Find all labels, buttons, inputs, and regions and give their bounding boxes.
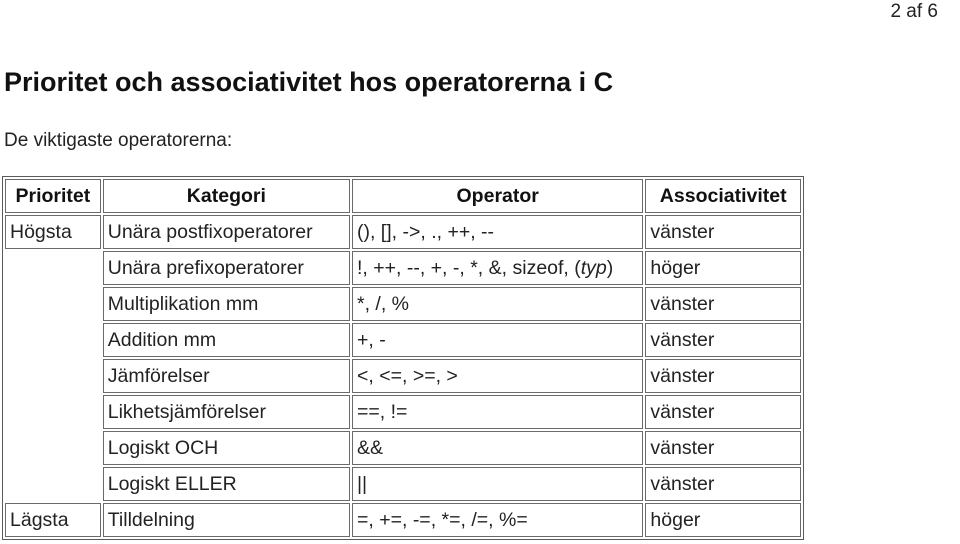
- category-cell: Addition mm: [103, 323, 350, 357]
- table-row: [5, 395, 801, 429]
- priority-cell: Lägsta: [5, 503, 101, 537]
- table-header-row: [5, 179, 801, 213]
- table-row: [5, 467, 801, 501]
- associativity-cell: vänster: [645, 323, 801, 357]
- associativity-cell: höger: [645, 251, 801, 285]
- priority-cell: [5, 359, 101, 393]
- associativity-cell: vänster: [645, 287, 801, 321]
- associativity-cell: vänster: [645, 359, 801, 393]
- operator-text: !, ++, --, +, -, *, &, sizeof, (: [356, 257, 581, 279]
- category-cell: Logiskt ELLER: [103, 467, 350, 501]
- operator-cell: ||: [352, 467, 643, 501]
- associativity-cell: vänster: [645, 395, 801, 429]
- category-cell: Multiplikation mm: [103, 287, 350, 321]
- page-number: 2 af 6: [890, 1, 938, 22]
- intro-text: De viktigaste operatorerna:: [4, 130, 233, 151]
- operator-table: [2, 176, 804, 540]
- header-operator: Operator: [352, 179, 643, 213]
- operator-text-end: ): [606, 257, 614, 279]
- category-cell: Unära prefixoperatorer: [103, 251, 350, 285]
- category-cell: Logiskt OCH: [103, 431, 350, 465]
- table-row: [5, 251, 801, 285]
- priority-cell: Högsta: [5, 215, 101, 249]
- priority-cell: [5, 395, 101, 429]
- operator-cell: <, <=, >=, >: [352, 359, 643, 393]
- page-title: Prioritet och associativitet hos operatorerna i C: [4, 67, 614, 97]
- category-cell: Jämförelser: [103, 359, 350, 393]
- associativity-cell: vänster: [645, 431, 801, 465]
- table-row: [5, 431, 801, 465]
- category-cell: Unära postfixoperatorer: [103, 215, 350, 249]
- header-associativity: Associativitet: [645, 179, 801, 213]
- header-category: Kategori: [103, 179, 350, 213]
- operator-cell: *, /, %: [352, 287, 643, 321]
- priority-cell: [5, 287, 101, 321]
- operator-cell: ==, !=: [352, 395, 643, 429]
- table-row: [5, 287, 801, 321]
- header-priority: Prioritet: [5, 179, 101, 213]
- category-cell: Tilldelning: [103, 503, 350, 537]
- priority-cell: [5, 431, 101, 465]
- operator-cell: (), [], ->, ., ++, --: [352, 215, 643, 249]
- operator-cell: &&: [352, 431, 643, 465]
- associativity-cell: höger: [645, 503, 801, 537]
- operator-cell: =, +=, -=, *=, /=, %=: [352, 503, 643, 537]
- operator-type-placeholder: typ: [580, 257, 607, 279]
- operator-cell: [352, 251, 643, 285]
- table-row: [5, 215, 801, 249]
- priority-cell: [5, 467, 101, 501]
- priority-cell: [5, 323, 101, 357]
- category-cell: Likhetsjämförelser: [103, 395, 350, 429]
- associativity-cell: vänster: [645, 215, 801, 249]
- priority-cell: [5, 251, 101, 285]
- associativity-cell: vänster: [645, 467, 801, 501]
- table-row: [5, 503, 801, 537]
- operator-cell: +, -: [352, 323, 643, 357]
- table-row: [5, 359, 801, 393]
- table-row: [5, 323, 801, 357]
